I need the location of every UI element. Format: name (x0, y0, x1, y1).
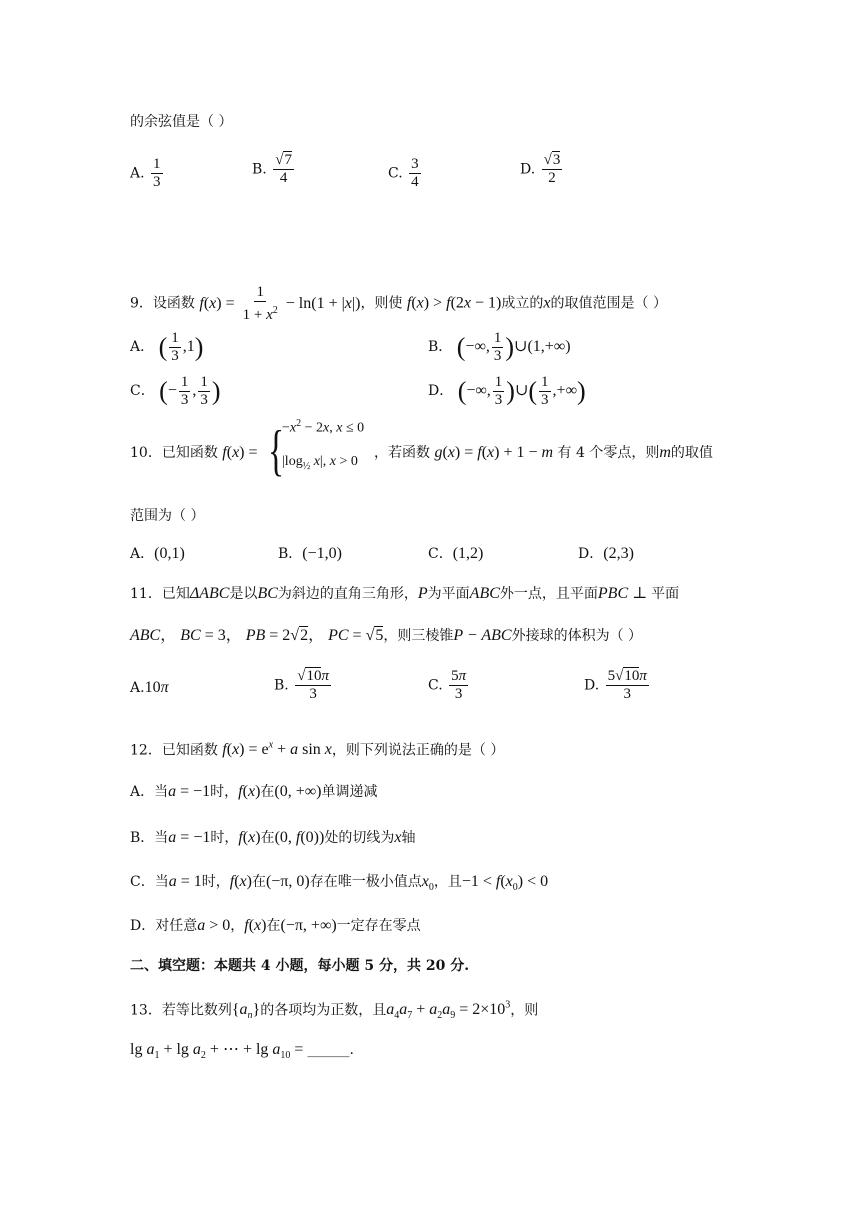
q11-l1c: 为斜边的直角三角形， (277, 586, 418, 602)
q12-b-t2: 在 (260, 830, 275, 846)
q12-option-a (130, 782, 377, 802)
q10-var-m: m (659, 444, 671, 461)
q9-option-a (130, 330, 203, 365)
q11-line1 (130, 584, 679, 604)
q9-option-b-label: B． (428, 339, 453, 356)
q12-d-t0: D．对任意 (130, 918, 198, 934)
q11-line2-math: ABC， BC = 3， PB = 2√2， PC = √5 (130, 627, 384, 644)
q9-prefix: 9．设函数 (130, 295, 195, 312)
q11-option-a-label: A. (130, 680, 145, 696)
q13-tail: ，则 (510, 1002, 539, 1019)
q11-option-d-label: D. (584, 677, 600, 694)
q11-pbc-perp: PBC ⊥ (597, 585, 652, 602)
q10-piece-1: $-x^2 - 2x$, x ≤ 0 (282, 418, 365, 436)
q11-abc: ABC (469, 585, 500, 602)
q9-option-c (130, 374, 221, 409)
q10-option-c-label: C． (428, 546, 453, 562)
q10-option-d-value: (2,3) (603, 545, 634, 562)
q10-gx: g(x) = f(x) + 1 − m (434, 444, 554, 461)
q9-question (130, 284, 667, 324)
q12-c-m1: f(x) (229, 873, 252, 890)
q10-option-a-value: (0,1) (154, 545, 185, 562)
q8-option-c-label: C. (388, 165, 403, 182)
q12-formula: $f(x) = e^x + a$ sin x (222, 740, 332, 759)
q10-prefix-wrap (130, 443, 258, 463)
q12-b-m0: a = −1 (168, 829, 211, 846)
q10-piecewise (268, 416, 368, 490)
q12-prefix: 12．已知函数 (130, 742, 218, 759)
q11-option-d (584, 668, 651, 703)
q12-question (130, 736, 504, 760)
q10-mid2: 有 4 个零点，则 (557, 445, 660, 461)
q10-option-b-label: B． (278, 546, 303, 562)
q12-b-t3: 处的切线为 (324, 830, 395, 846)
q12-c-t3: 存在唯一极小值点 (309, 874, 422, 890)
q11-l1a: 11．已知 (130, 586, 190, 602)
q8-option-a-label: A. (130, 165, 145, 182)
q11-l1d: 为平面 (427, 586, 470, 602)
q12-b-t4: 轴 (401, 830, 416, 846)
q9-var-x: x (543, 294, 551, 312)
q12-a-m2: (0, +∞) (274, 783, 322, 800)
q12-d-t3: 一定存在零点 (336, 918, 421, 934)
q12-c-t0: C．当 (130, 874, 169, 890)
q9-tail: 成立的 (501, 295, 544, 312)
q12-a-m0: a = −1 (168, 783, 211, 800)
q12-b-x: x (394, 829, 402, 846)
q11-bc: BC (257, 585, 278, 602)
q11-option-a-value: 10π (144, 679, 169, 696)
q8-option-d-label: D. (520, 161, 536, 178)
q12-a-t1: 时， (210, 784, 239, 800)
q12-d-m2: (−π, +∞) (280, 917, 337, 934)
q12-d-t1: ， (230, 918, 245, 934)
q12-c-t4: ，且 (433, 874, 462, 890)
q10-option-b-value: (−1,0) (302, 545, 342, 562)
q11-option-b (274, 668, 333, 703)
q12-d-m0: a > 0 (197, 917, 231, 934)
q8-option-b-value: $\frac{√7}{4}$ (275, 152, 292, 186)
q8-option-a-value: $\frac{1}{3}$ (153, 156, 161, 190)
q12-a-t0: A．当 (130, 784, 169, 800)
q8-option-d-value: $\frac{√3}{2}$ (543, 152, 561, 186)
q8-option-b-label: B. (252, 161, 267, 178)
q11-l2end: ，则三棱锥 (383, 628, 454, 644)
q10-mid: ，若函数 (374, 445, 430, 461)
q11-pyramid: P − ABC (453, 627, 512, 644)
q10-option-d-label: D． (578, 546, 604, 562)
q12-c-m2: (−π, 0) (265, 873, 310, 890)
q10-option-a-label: A． (130, 546, 155, 562)
q10-option-b (278, 544, 342, 564)
q9-option-b (428, 330, 571, 365)
q9-option-a-value: ( $\frac{1}{3}$ ,1) (158, 330, 204, 364)
q12-d-m1: f(x) (244, 917, 267, 934)
q9-formula: f(x) = $\frac{1}{1 + x^2}$ − ln(1 + |x|) (199, 284, 361, 323)
q11-option-a (130, 678, 169, 698)
q13-answer-blank[interactable]: ______. (307, 1042, 354, 1058)
q11-line2 (130, 626, 642, 646)
q13-mid: 的各项均为正数，且 (260, 1002, 387, 1019)
q12-a-t2: 在 (260, 784, 275, 800)
q10-prefix: 10．已知函数 (130, 445, 218, 461)
q12-c-t2: 在 (251, 874, 266, 890)
q11-option-c (428, 668, 470, 703)
q10-tail: 的取值 (670, 445, 713, 461)
q13-line1 (130, 996, 538, 1027)
q12-b-t1: 时， (210, 830, 239, 846)
q12-b-t0: B．当 (130, 830, 169, 846)
q13-sum: $\lg a_1 + \lg a_2$ + ⋯ + $\lg a_{10}$ = (130, 1041, 308, 1062)
q9-option-a-label: A． (130, 339, 155, 356)
section-2-heading: 二、填空题：本题共 4 小题，每小题 5 分，共 20 分. (130, 958, 470, 974)
q11-abc-tri: ΔABC (189, 585, 230, 602)
q8-text-tail: 的余弦值是（ ） (130, 114, 233, 130)
q10-option-c (428, 544, 483, 564)
q12-c-t1: 时， (201, 874, 230, 890)
q12-c-m0: a = 1 (168, 873, 202, 890)
q12-option-c (130, 872, 548, 898)
q10-rest (374, 443, 713, 463)
q11-p: P (417, 585, 428, 602)
q10-piece-2: $|\log_{\frac{1}{2}}$ x|, x > 0 (282, 454, 358, 472)
q13-prefix: 13．若等比数列 (130, 1002, 232, 1019)
q8-option-c (388, 156, 423, 191)
q9-option-c-label: C． (130, 383, 155, 400)
q9-tail2: 的取值范围是（ ） (550, 295, 667, 312)
q11-option-c-value: $\frac{5\pi}{3}$ (451, 668, 467, 702)
q11-l1f: 平面 (651, 586, 680, 602)
q10-option-c-value: (1,2) (452, 545, 484, 562)
q11-l2tail: 外接球的体积为（ ） (511, 628, 643, 644)
q12-b-m2: (0, f(0)) (274, 829, 325, 846)
q12-c-m4: $-1 < f(x_0) < 0$ (461, 873, 549, 894)
q11-option-c-label: C. (428, 677, 443, 694)
q11-option-b-value: $\frac{√10\pi}{3}$ (297, 668, 329, 702)
q12-d-t2: 在 (266, 918, 281, 934)
q13-equation: $a_4a_7 + a_2a_9 = 2\times 10^3$ (386, 1000, 511, 1022)
q9-option-d-value: (−∞, $\frac{1}{3}$ )∪( $\frac{1}{3}$ ,+∞) (457, 374, 586, 408)
q12-option-b (130, 828, 415, 848)
q13-line2 (130, 1040, 354, 1066)
q12-a-m1: f(x) (238, 783, 261, 800)
q10-fx: f(x) = (222, 444, 258, 461)
q10-brace: { (268, 420, 285, 482)
q12-b-m1: f(x) (238, 829, 261, 846)
q10-option-d (578, 544, 634, 564)
q11-option-d-value: $\frac{5√10\pi}{3}$ (607, 668, 647, 702)
q9-inequality: f(x) > f(2x − 1) (406, 294, 502, 312)
q8-option-d (520, 152, 564, 187)
q9-option-c-value: (− $\frac{1}{3}$ , $\frac{1}{3}$ ) (159, 374, 221, 408)
q8-option-a (130, 156, 165, 191)
q12-option-d (130, 916, 421, 936)
q11-l1e: 外一点，且平面 (499, 586, 598, 602)
q10-option-a (130, 544, 185, 564)
q11-l1b: 是以 (229, 586, 258, 602)
q8-option-c-value: $\frac{3}{4}$ (411, 156, 419, 190)
q12-a-t3: 单调递减 (321, 784, 378, 800)
q13-seq: $\{a_n\}$ (231, 1001, 261, 1022)
q11-option-b-label: B. (274, 677, 289, 694)
q12-tail: ，则下列说法正确的是（ ） (331, 742, 505, 759)
q10-line2: 范围为（ ） (130, 508, 205, 524)
q9-option-d (428, 374, 586, 409)
q9-option-b-value: (−∞, $\frac{1}{3}$ )∪(1,+∞) (456, 330, 571, 364)
q12-c-m3: $x_0$ (421, 873, 434, 894)
q8-option-b (252, 152, 296, 187)
q9-mid: ，则使 (360, 295, 403, 312)
q9-option-d-label: D． (428, 383, 454, 400)
